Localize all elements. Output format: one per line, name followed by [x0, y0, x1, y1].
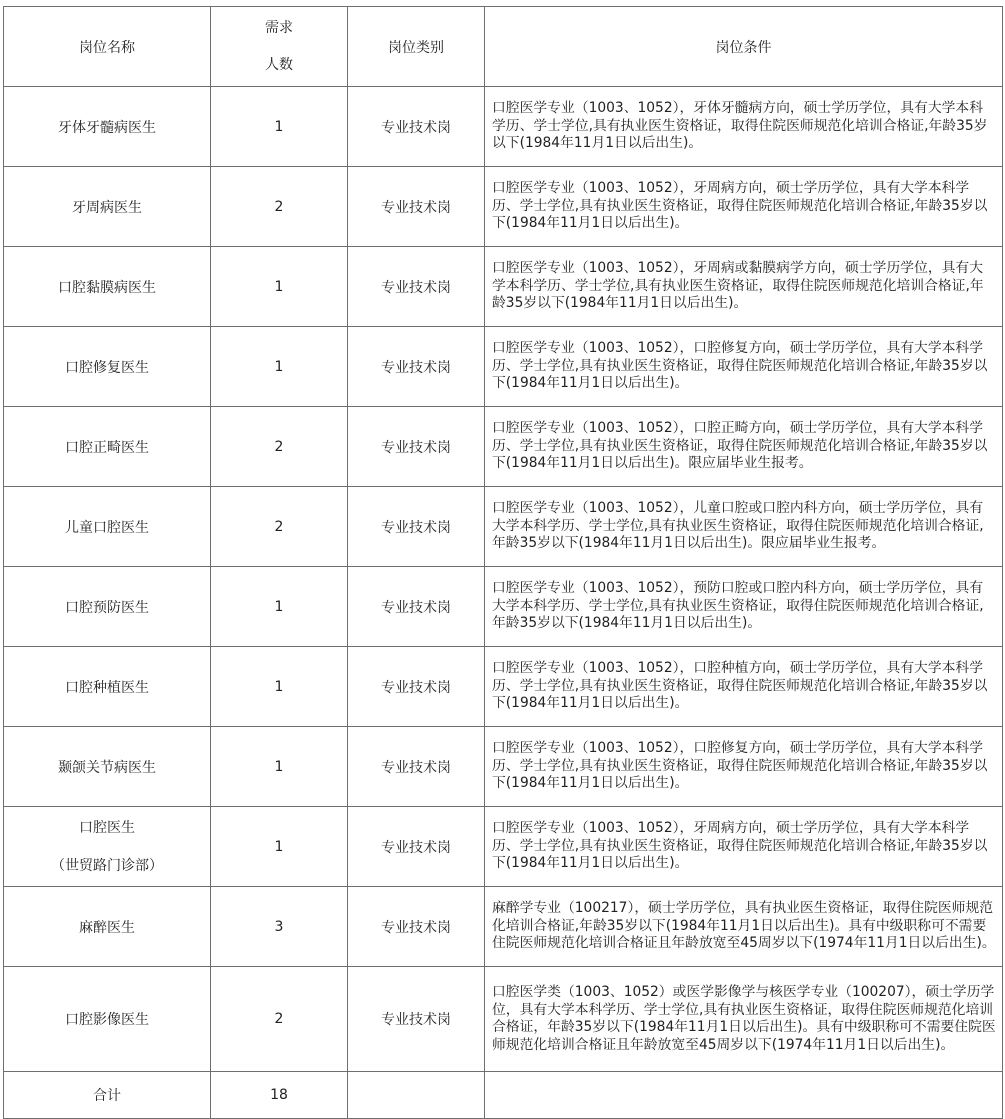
- position-category: 专业技术岗: [348, 727, 485, 807]
- required-count: 2: [211, 487, 348, 567]
- position-name: 口腔预防医生: [4, 567, 211, 647]
- position-name: 口腔正畸医生: [4, 407, 211, 487]
- position-name: 麻醉医生: [4, 887, 211, 967]
- position-conditions: 口腔医学专业（1003、1052），口腔修复方向，硕士学历学位，具有大学本科学历、学士学位,具有执业医生资格证，取得住院医师规范化培训合格证,年龄35岁以下(1984年11月1日以后出生)。: [485, 727, 1003, 807]
- required-count: 1: [211, 647, 348, 727]
- position-category: 专业技术岗: [348, 807, 485, 887]
- table-row: [4, 967, 1003, 1072]
- required-count: 3: [211, 887, 348, 967]
- table-row: [4, 247, 1003, 327]
- position-conditions: 口腔医学专业（1003、1052），牙周病方向，硕士学历学位，具有大学本科学历、学士学位,具有执业医生资格证，取得住院医师规范化培训合格证,年龄35岁以下(1984年11月1日以后出生)。: [485, 807, 1003, 887]
- header-position-conditions: 岗位条件: [485, 7, 1003, 87]
- total-row: [4, 1072, 1003, 1119]
- position-conditions: 口腔医学专业（1003、1052），口腔正畸方向，硕士学历学位，具有大学本科学历、学士学位,具有执业医生资格证，取得住院医师规范化培训合格证,年龄35岁以下(1984年11月1日以后出生)。限应届毕业生报考。: [485, 407, 1003, 487]
- required-count: 1: [211, 327, 348, 407]
- total-label: 合计: [4, 1072, 211, 1119]
- position-name: 颞颌关节病医生: [4, 727, 211, 807]
- position-name: 牙体牙髓病医生: [4, 87, 211, 167]
- total-category-empty: [348, 1072, 485, 1119]
- position-conditions: 口腔医学专业（1003、1052），口腔种植方向，硕士学历学位，具有大学本科学历、学士学位,具有执业医生资格证，取得住院医师规范化培训合格证,年龄35岁以下(1984年11月1日以后出生)。: [485, 647, 1003, 727]
- required-count: 1: [211, 87, 348, 167]
- position-name: [4, 807, 211, 887]
- position-conditions: 口腔医学专业（1003、1052），牙体牙髓病方向，硕士学历学位，具有大学本科学历、学士学位,具有执业医生资格证，取得住院医师规范化培训合格证,年龄35岁以下(1984年11月1日以后出生)。: [485, 87, 1003, 167]
- position-conditions: 口腔医学类（1003、1052）或医学影像学与核医学专业（100207），硕士学历学位，具有大学本科学历、学士学位,具有执业医生资格证，取得住院医师规范化培训合格证，年龄35岁以下(1984年11月1日以后出生)。具有中级职称可不需要住院医师规范化培训合格证且年龄放宽至45周岁以下(1974年11月1日以后出生)。: [485, 967, 1003, 1072]
- position-name: 牙周病医生: [4, 167, 211, 247]
- table-row: [4, 167, 1003, 247]
- position-category: 专业技术岗: [348, 247, 485, 327]
- header-count-line2: 人数: [265, 56, 293, 73]
- position-conditions: 口腔医学专业（1003、1052），口腔修复方向，硕士学历学位，具有大学本科学历、学士学位,具有执业医生资格证，取得住院医师规范化培训合格证,年龄35岁以下(1984年11月1日以后出生)。: [485, 327, 1003, 407]
- position-category: 专业技术岗: [348, 487, 485, 567]
- table-row: [4, 647, 1003, 727]
- position-name: 口腔种植医生: [4, 647, 211, 727]
- header-position-category: 岗位类别: [348, 7, 485, 87]
- position-category: 专业技术岗: [348, 407, 485, 487]
- position-category: 专业技术岗: [348, 327, 485, 407]
- position-conditions: 口腔医学专业（1003、1052），牙周病或黏膜病学方向，硕士学历学位，具有大学本科学历、学士学位,具有执业医生资格证，取得住院医师规范化培训合格证,年龄35岁以下(1984年11月1日以后出生)。: [485, 247, 1003, 327]
- table-row: [4, 87, 1003, 167]
- required-count: 2: [211, 167, 348, 247]
- position-category: 专业技术岗: [348, 967, 485, 1072]
- header-position-name: 岗位名称: [4, 7, 211, 87]
- position-name: 口腔修复医生: [4, 327, 211, 407]
- required-count: 1: [211, 247, 348, 327]
- position-name: 口腔影像医生: [4, 967, 211, 1072]
- required-count: 1: [211, 807, 348, 887]
- required-count: 2: [211, 967, 348, 1072]
- position-category: 专业技术岗: [348, 167, 485, 247]
- position-name-line2: （世贸路门诊部）: [51, 857, 163, 874]
- position-category: 专业技术岗: [348, 647, 485, 727]
- position-conditions: 口腔医学专业（1003、1052），预防口腔或口腔内科方向，硕士学历学位，具有大学本科学历、学士学位,具有执业医生资格证，取得住院医师规范化培训合格证,年龄35岁以下(1984年11月1日以后出生)。: [485, 567, 1003, 647]
- header-count-line1: 需求: [265, 19, 293, 36]
- total-count: 18: [211, 1072, 348, 1119]
- table-row: [4, 327, 1003, 407]
- position-conditions: 麻醉学专业（100217），硕士学历学位，具有执业医生资格证，取得住院医师规范化培训合格证,年龄35岁以下(1984年11月1日以后出生)。具有中级职称可不需要住院医师规范化培训合格证且年龄放宽至45周岁以下(1974年11月1日以后出生)。: [485, 887, 1003, 967]
- table-header-row: [4, 7, 1003, 87]
- position-category: 专业技术岗: [348, 887, 485, 967]
- table-row: [4, 567, 1003, 647]
- job-positions-table: [3, 6, 1003, 1119]
- position-conditions: 口腔医学专业（1003、1052），牙周病方向，硕士学历学位，具有大学本科学历、学士学位,具有执业医生资格证，取得住院医师规范化培训合格证,年龄35岁以下(1984年11月1日以后出生)。: [485, 167, 1003, 247]
- position-conditions: 口腔医学专业（1003、1052），儿童口腔或口腔内科方向，硕士学历学位，具有大学本科学历、学士学位,具有执业医生资格证，取得住院医师规范化培训合格证,年龄35岁以下(1984年11月1日以后出生)。限应届毕业生报考。: [485, 487, 1003, 567]
- position-category: 专业技术岗: [348, 567, 485, 647]
- position-name-line1: 口腔医生: [79, 819, 135, 836]
- table-row: [4, 807, 1003, 887]
- header-required-count: [211, 7, 348, 87]
- required-count: 1: [211, 567, 348, 647]
- table-row: [4, 487, 1003, 567]
- table-row: [4, 887, 1003, 967]
- required-count: 1: [211, 727, 348, 807]
- required-count: 2: [211, 407, 348, 487]
- position-name: 儿童口腔医生: [4, 487, 211, 567]
- table-row: [4, 727, 1003, 807]
- total-conditions-empty: [485, 1072, 1003, 1119]
- position-name: 口腔黏膜病医生: [4, 247, 211, 327]
- position-category: 专业技术岗: [348, 87, 485, 167]
- table-row: [4, 407, 1003, 487]
